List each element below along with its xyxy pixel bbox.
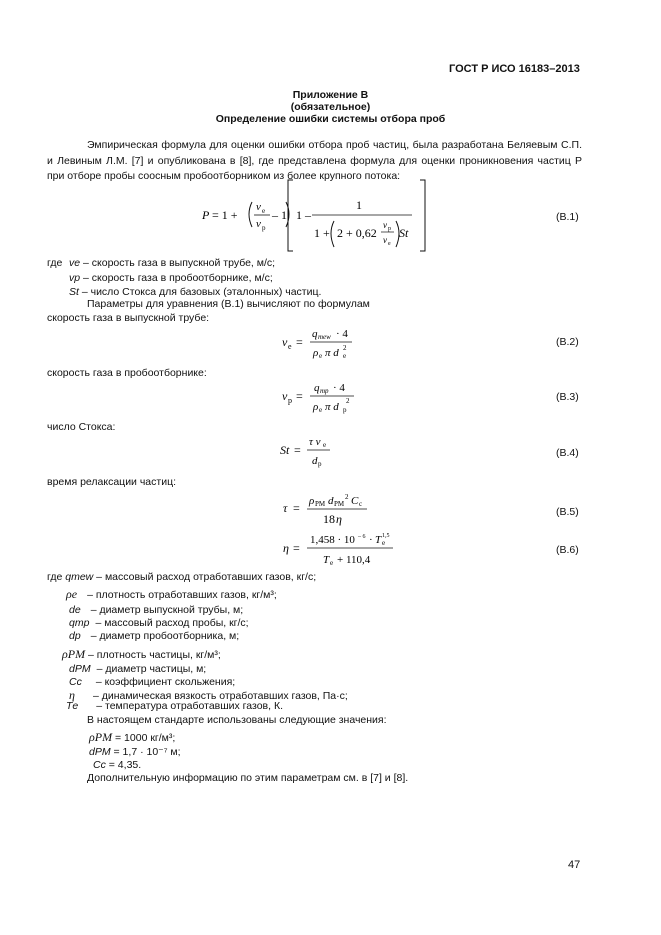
- equation-b5: [283, 490, 393, 533]
- svg-text:τ: τ: [283, 501, 288, 515]
- rhopm-symbol: ρPM: [62, 647, 86, 661]
- vp-desc: – скорость газа в пробоотборнике, м/с;: [80, 272, 273, 284]
- svg-text:= 1 +: = 1 +: [212, 208, 238, 222]
- svg-text:2: 2: [346, 397, 350, 405]
- st-symbol: St: [69, 286, 79, 298]
- where2-te: [66, 700, 283, 712]
- where-vp: [69, 272, 273, 284]
- eta-desc: – динамическая вязкость отработавших газов, Па·с;: [92, 690, 348, 702]
- qmp-desc: – массовый расход пробы, кг/с;: [95, 617, 249, 629]
- dp-symbol: dр: [69, 630, 81, 642]
- equation-b2: [280, 322, 370, 367]
- svg-text:е: е: [319, 406, 323, 414]
- eq-number-b6: (B.6): [556, 544, 579, 556]
- equation-b3: [280, 376, 370, 421]
- svg-text:1 +: 1 +: [314, 226, 330, 240]
- svg-text:τ v: τ v: [309, 436, 321, 448]
- svg-text:е: е: [330, 559, 334, 567]
- label-stokes: число Стокса:: [47, 421, 116, 433]
- svg-text:η: η: [336, 512, 342, 526]
- eta-symbol: η: [69, 688, 75, 702]
- svg-text:е: е: [319, 352, 323, 360]
- svg-text:р: р: [343, 406, 347, 414]
- st-desc: – число Стокса для базовых (эталонных) частиц.: [78, 286, 322, 298]
- svg-text:v: v: [383, 220, 387, 230]
- svg-text:=: =: [293, 541, 300, 555]
- ve-symbol: vе: [69, 257, 81, 269]
- svg-text:v: v: [256, 218, 261, 230]
- where2-qmp: [69, 617, 249, 629]
- svg-text:=: =: [293, 501, 300, 515]
- vp-symbol: vр: [69, 272, 81, 284]
- svg-text:π d: π d: [325, 347, 339, 359]
- svg-text:=: =: [294, 443, 301, 457]
- value-cc-symbol: Cс: [93, 759, 106, 771]
- svg-text:е: е: [323, 441, 327, 449]
- qmp-symbol: qmp: [69, 617, 90, 629]
- svg-text:PM: PM: [315, 500, 326, 508]
- svg-text:π d: π d: [325, 401, 339, 413]
- svg-text:2 + 0,62: 2 + 0,62: [337, 226, 377, 240]
- svg-text:18: 18: [323, 512, 335, 526]
- svg-text:v: v: [383, 235, 387, 245]
- where-ve: [69, 257, 275, 269]
- svg-text:е: е: [262, 207, 266, 215]
- de-symbol: dе: [69, 604, 81, 616]
- where2-de: [69, 604, 243, 616]
- value-cc: [93, 759, 141, 771]
- eq-number-b1: (B.1): [556, 211, 579, 223]
- svg-text:ρ: ρ: [313, 401, 319, 413]
- svg-text:q: q: [312, 328, 318, 340]
- appendix-heading: Определение ошибки системы отбора проб: [215, 113, 446, 125]
- svg-text:– 6: – 6: [358, 534, 366, 540]
- value-dpm: [89, 746, 181, 758]
- standard-number: ГОСТ Р ИСО 16183–2013: [449, 63, 580, 75]
- svg-text:е: е: [343, 352, 347, 360]
- svg-text:St: St: [399, 226, 409, 240]
- equation-b1: [200, 177, 430, 255]
- dpm-symbol: dPM: [69, 663, 91, 675]
- svg-text:P: P: [202, 208, 210, 222]
- svg-text:2: 2: [345, 493, 349, 501]
- values-intro: В настоящем стандарте использованы следующие значения:: [87, 714, 387, 726]
- svg-text:е: е: [288, 342, 292, 351]
- de-desc: – диаметр выпускной трубы, м;: [90, 604, 244, 616]
- svg-text:v: v: [282, 335, 288, 349]
- where2-dpm: [69, 663, 206, 675]
- svg-text:– 1: – 1: [272, 208, 287, 222]
- where2-rhopm: [62, 647, 221, 662]
- svg-text:=: =: [296, 389, 303, 403]
- eq-number-b5: (B.5): [556, 506, 579, 518]
- value-dpm-text: = 1,7 · 10⁻⁷ м;: [110, 746, 181, 758]
- page-number: 47: [568, 859, 581, 871]
- equation-b4: [280, 432, 340, 475]
- where2-cc: [69, 676, 235, 688]
- ve-desc: – скорость газа в выпускной трубе, м/с;: [80, 257, 276, 269]
- qmew-desc: – массовый расход отработавших газов, кг/с;: [93, 571, 317, 583]
- svg-text:+ 110,4: + 110,4: [337, 554, 371, 566]
- svg-text:р: р: [262, 224, 266, 232]
- svg-text:ρ: ρ: [309, 495, 315, 507]
- rhopm-desc: – плотность частицы, кг/м³;: [85, 649, 221, 661]
- te-desc: – температура отработавших газов, К.: [96, 700, 283, 712]
- svg-text:d: d: [312, 455, 318, 467]
- svg-text:η: η: [283, 541, 289, 555]
- where-word: где: [47, 257, 63, 269]
- where2-rhoe: [66, 587, 277, 602]
- svg-text:d: d: [328, 495, 334, 507]
- value-rhopm-text: = 1000 кг/м³;: [112, 732, 176, 744]
- svg-text:St: St: [280, 443, 290, 457]
- svg-text:2: 2: [343, 344, 347, 352]
- intro-paragraph: Эмпирическая формула для оценки ошибки отбора проб частиц, была разработана Беляевым С.П. и Левиным Л.М. [7] и опубликована в [8], где представлена формула для оценки проникновения частиц P при отборе пробы соосным пробоотборником из более крупного потока:: [47, 139, 582, 183]
- svg-text:е: е: [382, 539, 386, 547]
- dp-desc: – диаметр пробоотборника, м;: [90, 630, 240, 642]
- svg-text:р: р: [388, 226, 391, 232]
- svg-text:е: е: [388, 241, 391, 247]
- svg-text:1,458 · 10: 1,458 · 10: [310, 534, 355, 546]
- label-relax: время релаксации частиц:: [47, 476, 177, 488]
- appendix-status: (обязательное): [290, 101, 371, 113]
- svg-text:· 4: · 4: [336, 328, 348, 340]
- svg-text:v: v: [256, 201, 261, 213]
- cc-symbol: Cс: [69, 676, 82, 688]
- value-cc-text: = 4,35.: [105, 759, 142, 771]
- svg-text:1: 1: [356, 198, 362, 212]
- svg-text:ρ: ρ: [313, 347, 319, 359]
- svg-text:T: T: [375, 534, 382, 546]
- svg-text:р: р: [288, 396, 292, 405]
- eq-number-b3: (B.3): [556, 391, 579, 403]
- svg-text:T: T: [323, 554, 330, 566]
- qmew-symbol: qmew: [65, 571, 94, 583]
- eq-number-b2: (B.2): [556, 336, 579, 348]
- rhoe-symbol: ρе: [66, 587, 78, 601]
- te-symbol: Tе: [66, 700, 79, 712]
- svg-text:р: р: [318, 460, 322, 468]
- svg-text:1,5: 1,5: [382, 533, 390, 539]
- svg-text:mр: mр: [320, 387, 329, 395]
- dpm-desc: – диаметр частицы, м;: [96, 663, 207, 675]
- value-dpm-symbol: dPM: [89, 746, 111, 758]
- svg-text:=: =: [296, 335, 303, 349]
- where2-qmew: где qmew – массовый расход отработавших газов, кг/с;: [47, 571, 317, 583]
- label-probe-speed: скорость газа в пробоотборнике:: [47, 367, 207, 379]
- svg-text:с: с: [359, 500, 363, 508]
- label-exhaust-speed: скорость газа в выпускной трубе:: [47, 312, 210, 324]
- value-rhopm: [89, 730, 175, 745]
- where-st: [69, 286, 321, 298]
- closing-text: Дополнительную информацию по этим параметрам см. в [7] и [8].: [87, 772, 409, 784]
- svg-text:· 4: · 4: [333, 382, 345, 394]
- eq-number-b4: (B.4): [556, 447, 579, 459]
- svg-text:C: C: [351, 495, 359, 507]
- equation-b6: [283, 530, 403, 573]
- svg-text:q: q: [314, 382, 320, 394]
- rhoe-desc: – плотность отработавших газов, кг/м³;: [87, 589, 277, 601]
- appendix-title: Приложение В: [292, 89, 369, 101]
- svg-text:1 –: 1 –: [296, 208, 311, 222]
- svg-text:v: v: [282, 389, 288, 403]
- value-rhopm-symbol: ρPM: [89, 730, 113, 744]
- svg-text:mew: mew: [318, 333, 331, 341]
- svg-text:·: ·: [369, 534, 373, 546]
- svg-text:PM: PM: [334, 500, 345, 508]
- params-intro: Параметры для уравнения (B.1) вычисляют по формулам: [87, 298, 370, 310]
- cc-desc: – коэффициент скольжения;: [95, 676, 236, 688]
- where2-dp: [69, 630, 239, 642]
